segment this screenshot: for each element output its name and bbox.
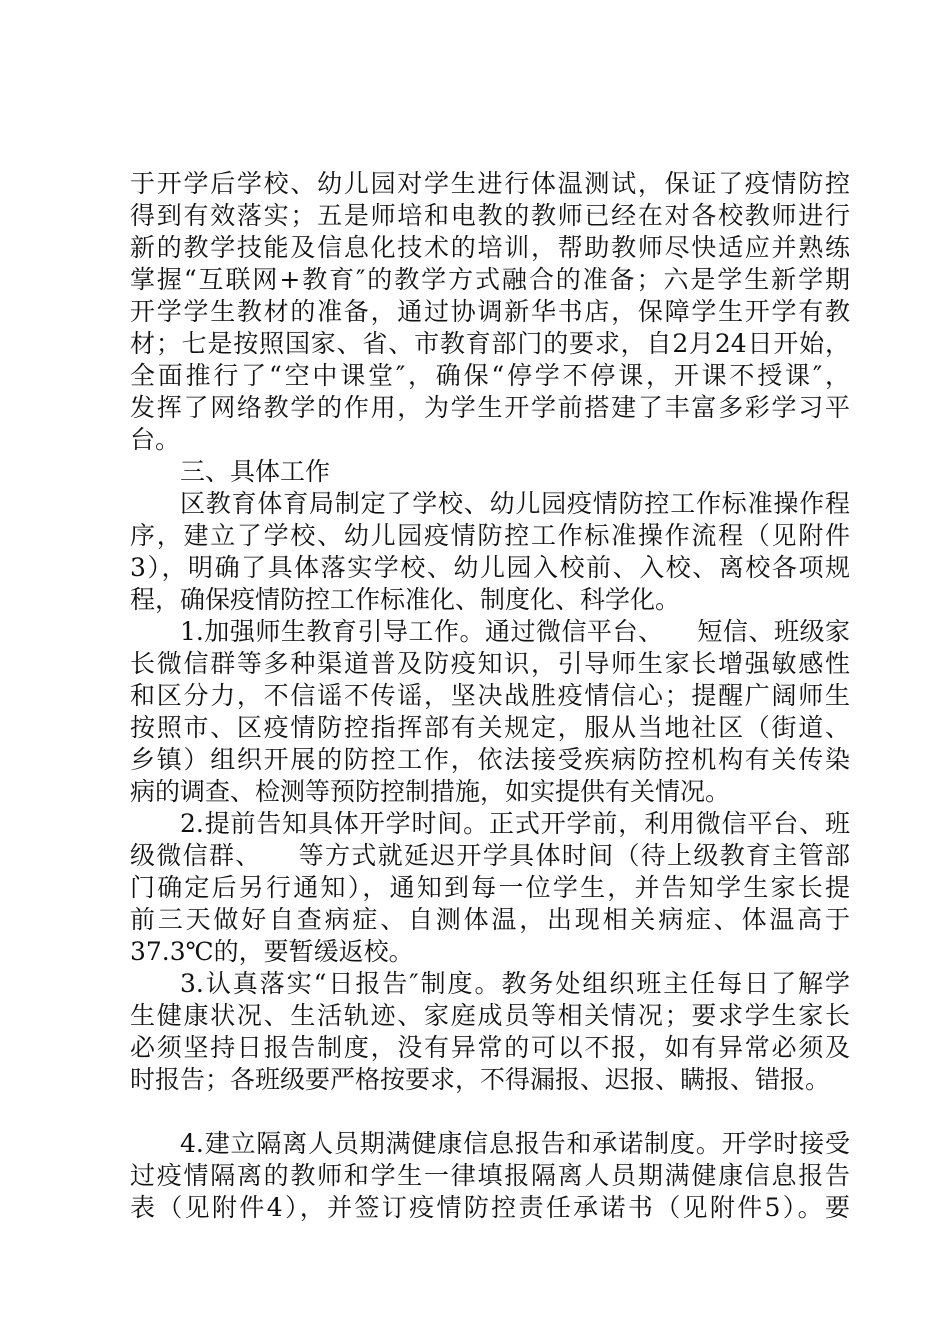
text-line: 按照市、区疫情防控指挥部有关规定，服从当地社区（街道、	[130, 713, 850, 742]
text-line: 级微信群、 等方式就延迟开学具体时间（待上级教育主管部	[130, 841, 850, 870]
paragraph-standard-procedure	[130, 488, 850, 616]
text-line: 病的调查、检测等预防控制措施，如实提供有关情况。	[130, 777, 731, 806]
text-line: 2.提前告知具体开学时间。正式开学前，利用微信平台、班	[180, 809, 850, 838]
text-line: 过疫情隔离的教师和学生一律填报隔离人员期满健康信息报告	[130, 1161, 850, 1190]
text-line: 1.加强师生教育引导工作。通过微信平台、 短信、班级家	[180, 617, 850, 646]
text-line: 表（见附件4），并签订疫情防控责任承诺书（见附件5）。要	[130, 1193, 850, 1222]
text-line: 37.3℃的，要暂缓返校。	[130, 937, 414, 966]
text-line: 材；七是按照国家、省、市教育部门的要求，自2月24日开始，	[130, 329, 850, 358]
text-line: 序，建立了学校、幼儿园疫情防控工作标准操作流程（见附件	[130, 521, 850, 550]
text-line: 新的教学技能及信息化技术的培训，帮助教师尽快适应并熟练	[130, 233, 850, 262]
text-line: 开学学生教材的准备，通过协调新华书店，保障学生开学有教	[130, 297, 850, 326]
text-line: 前三天做好自查病症、自测体温，出现相关病症、体温高于	[130, 905, 850, 934]
text-line: 时报告；各班级要严格按要求，不得漏报、迟报、瞒报、错报。	[130, 1065, 831, 1094]
paragraph-item-2	[130, 808, 850, 968]
text-line: 和区分力，不信谣不传谣，坚决战胜疫情信心；提醒广阔师生	[130, 681, 850, 710]
text-line: 得到有效落实；五是师培和电教的教师已经在对各校教师进行	[130, 201, 850, 230]
text-line: 必须坚持日报告制度，没有异常的可以不报，如有异常必须及	[130, 1033, 850, 1062]
text-line: 全面推行了“空中课堂″，确保“停学不停课，开课不授课″，	[130, 361, 850, 390]
text-line: 掌握“互联网+教育″的教学方式融合的准备；六是学生新学期	[130, 265, 850, 294]
paragraph-item-3	[130, 968, 850, 1096]
section-heading	[130, 456, 850, 488]
text-line: 发挥了网络教学的作用，为学生开学前搭建了丰富多彩学习平	[130, 393, 850, 422]
text-line: 于开学后学校、幼儿园对学生进行体温测试，保证了疫情防控	[130, 169, 850, 198]
text-line: 程，确保疫情防控工作标准化、制度化、科学化。	[130, 585, 681, 614]
paragraph-epidemic-preparation	[130, 168, 850, 456]
paragraph-item-4	[130, 1128, 850, 1224]
text-line: 3），明确了具体落实学校、幼儿园入校前、入校、离校各项规	[130, 553, 850, 582]
document-body	[130, 168, 850, 1224]
paragraph-item-1	[130, 616, 850, 808]
paragraph-gap	[130, 1096, 850, 1128]
text-line: 4.建立隔离人员期满健康信息报告和承诺制度。开学时接受	[180, 1129, 850, 1158]
text-line: 区教育体育局制定了学校、幼儿园疫情防控工作标准操作程	[180, 489, 850, 518]
text-line: 乡镇）组织开展的防控工作，依法接受疾病防控机构有关传染	[130, 745, 850, 774]
text-line: 生健康状况、生活轨迹、家庭成员等相关情况；要求学生家长	[130, 1001, 850, 1030]
text-line: 3.认真落实“日报告″制度。教务处组织班主任每日了解学	[180, 969, 850, 998]
text-line: 台。	[130, 425, 181, 454]
section-title: 三、具体工作	[180, 457, 331, 486]
text-line: 长微信群等多种渠道普及防疫知识，引导师生家长增强敏感性	[130, 649, 850, 678]
text-line: 门确定后另行通知），通知到每一位学生，并告知学生家长提	[130, 873, 850, 902]
